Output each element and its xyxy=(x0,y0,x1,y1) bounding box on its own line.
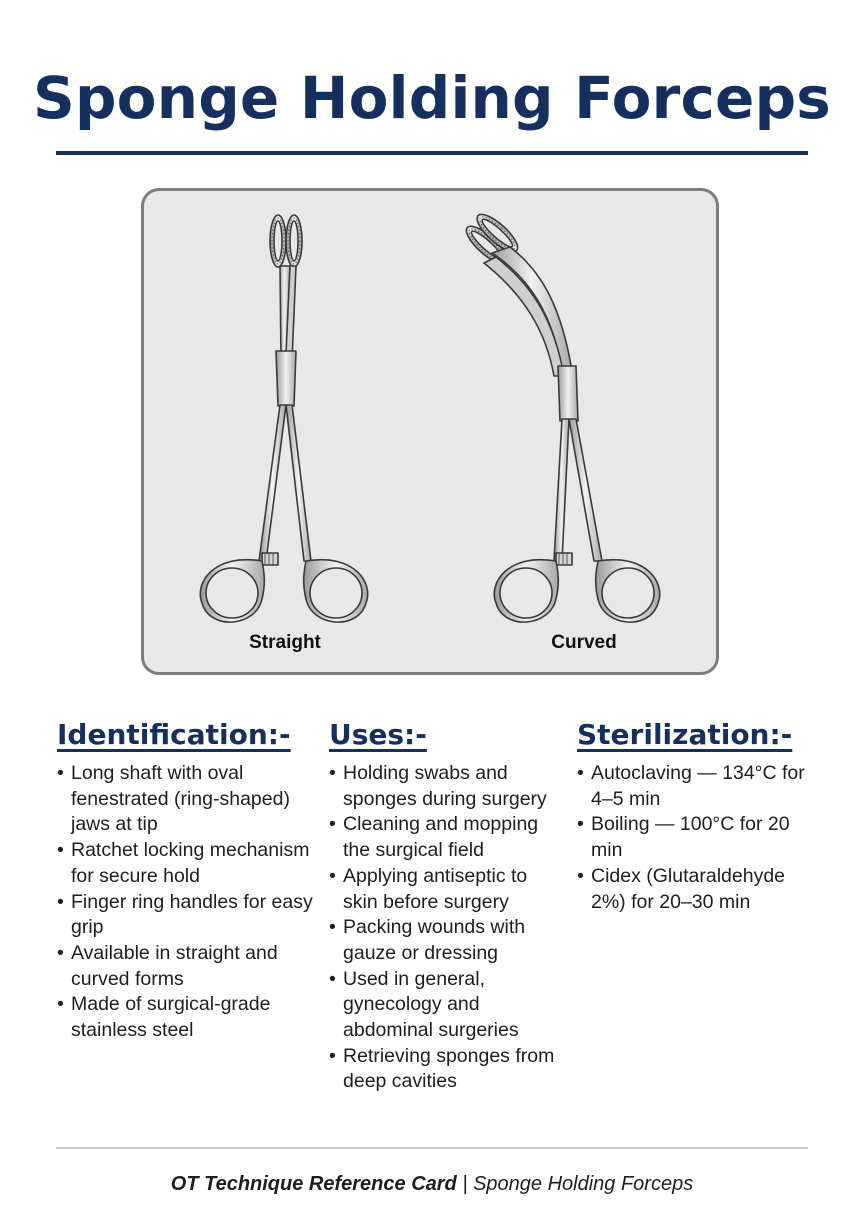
footer xyxy=(0,1173,864,1196)
sterilization-section xyxy=(577,718,817,915)
list-item: • Cidex (Glutaraldehyde 2%) for 20–30 min xyxy=(577,864,817,915)
uses-list xyxy=(329,761,564,1095)
straight-forceps-caption: Straight xyxy=(249,632,321,653)
curved-forceps-caption: Curved xyxy=(551,632,617,653)
uses-heading: Uses:- xyxy=(329,718,427,751)
curved-forceps-drawing xyxy=(461,209,659,622)
footer-card-name: OT Technique Reference Card xyxy=(170,1173,457,1195)
straight-forceps-drawing xyxy=(200,215,367,622)
list-item: • Long shaft with oval fenestrated (ring-shaped) jaws at tip xyxy=(57,761,322,838)
list-item: • Available in straight and curved forms xyxy=(57,941,322,992)
list-item: • Autoclaving — 134°C for 4–5 min xyxy=(577,761,817,812)
instrument-illustration-panel xyxy=(141,188,719,675)
footer-separator: | xyxy=(456,1173,474,1195)
list-item: • Packing wounds with gauze or dressing xyxy=(329,915,564,966)
list-item: • Retrieving sponges from deep cavities xyxy=(329,1044,564,1095)
sterilization-list xyxy=(577,761,817,915)
identification-list xyxy=(57,761,322,1044)
title-divider xyxy=(56,151,808,155)
forceps-illustration xyxy=(144,191,716,672)
list-item: • Holding swabs and sponges during surgery xyxy=(329,761,564,812)
list-item: • Finger ring handles for easy grip xyxy=(57,890,322,941)
identification-section xyxy=(57,718,322,1044)
uses-section xyxy=(329,718,564,1095)
list-item: • Used in general, gynecology and abdominal surgeries xyxy=(329,967,564,1044)
sterilization-heading: Sterilization:- xyxy=(577,718,793,751)
list-item: • Boiling — 100°C for 20 min xyxy=(577,812,817,863)
list-item: • Ratchet locking mechanism for secure hold xyxy=(57,838,322,889)
footer-topic: Sponge Holding Forceps xyxy=(473,1173,694,1195)
footer-divider xyxy=(56,1147,808,1149)
list-item: • Cleaning and mopping the surgical field xyxy=(329,812,564,863)
identification-heading: Identification:- xyxy=(57,718,291,751)
list-item: • Made of surgical-grade stainless steel xyxy=(57,992,322,1043)
page-title: Sponge Holding Forceps xyxy=(32,64,832,132)
list-item: • Applying antiseptic to skin before surgery xyxy=(329,864,564,915)
